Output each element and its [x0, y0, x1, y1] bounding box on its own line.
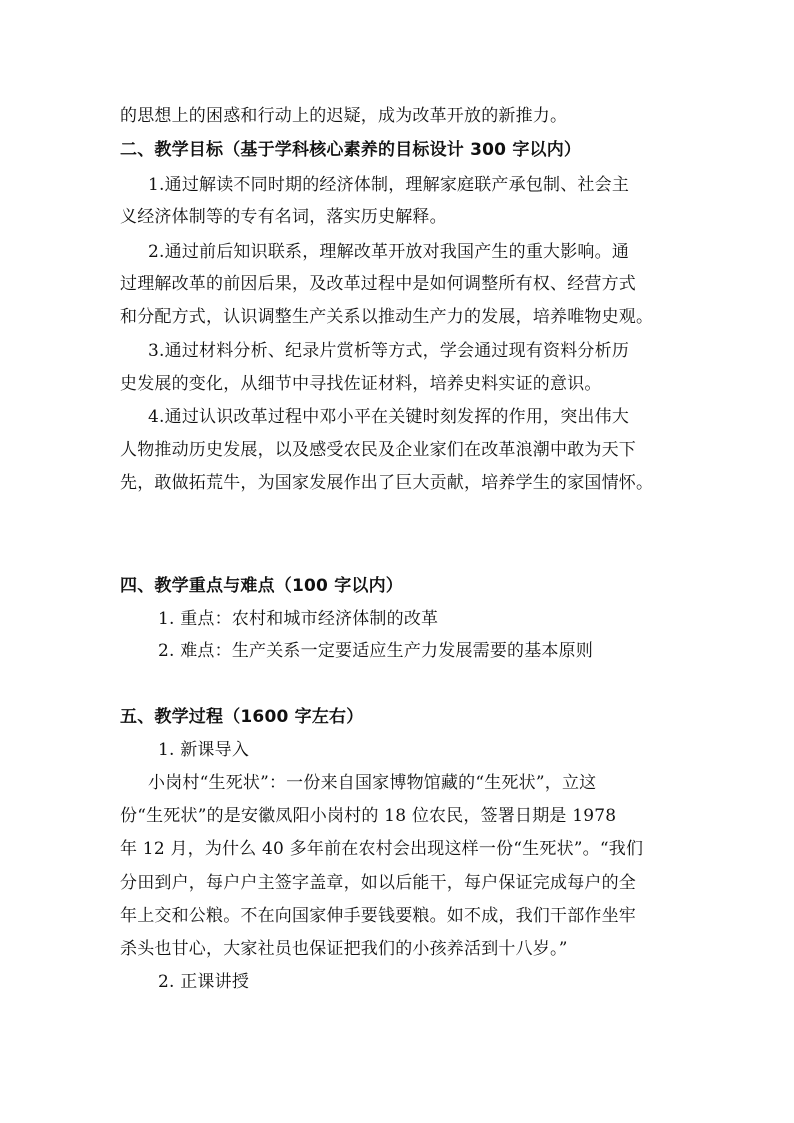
goal4-line3: 先，敢做拓荒牛，为国家发展作出了巨大贡献，培养学生的家国情怀。: [120, 473, 654, 493]
goal2-line1: 2.通过前后知识联系，理解改革开放对我国产生的重大影响。通: [148, 242, 630, 262]
goal2-line2: 过理解改革的前因后果，及改革过程中是如何调整所有权、经营方式: [120, 274, 636, 294]
section5-para-line5: 年上交和公粮。不在向国家伸手要钱要粮。如不成，我们干部作坐牢: [120, 906, 636, 926]
goal3-line2: 史发展的变化，从细节中寻找佐证材料，培养史料实证的意识。: [120, 374, 602, 394]
section5-step2: 2. 正课讲授: [158, 972, 250, 992]
section5-para-line6: 杀头也甘心，大家社员也保证把我们的小孩养活到十八岁。”: [120, 939, 568, 959]
goal1-line2: 义经济体制等的专有名词，落实历史解释。: [120, 207, 447, 227]
goal1-line1: 1.通过解读不同时期的经济体制，理解家庭联产承包制、社会主: [148, 175, 630, 195]
section2-heading: 二、教学目标（基于学科核心素养的目标设计 300 字以内）: [120, 140, 582, 160]
section5-para-line2: 份“生死状”的是安徽凤阳小岗村的 18 位农民，签署日期是 1978: [120, 806, 617, 826]
intro-tail-text: 的思想上的困惑和行动上的迟疑，成为改革开放的新推力。: [120, 106, 568, 126]
section5-para-line4: 分田到户，每户户主签字盖章，如以后能干，每户保证完成每户的全: [120, 873, 636, 893]
section4-item2: 2. 难点：生产关系一定要适应生产力发展需要的基本原则: [158, 641, 594, 661]
section5-para-line3: 年 12 月，为什么 40 多年前在农村会出现这样一份“生死状”。“我们: [120, 839, 644, 859]
goal3-line1: 3.通过材料分析、纪录片赏析等方式，学会通过现有资料分析历: [148, 341, 630, 361]
goal4-line2: 人物推动历史发展，以及感受农民及企业家们在改革浪潮中敢为天下: [120, 440, 636, 460]
goal4-line1: 4.通过认识改革过程中邓小平在关键时刻发挥的作用，突出伟大: [148, 407, 630, 427]
section5-step1: 1. 新课导入: [158, 740, 250, 760]
goal2-line3: 和分配方式，认识调整生产关系以推动生产力的发展，培养唯物史观。: [120, 307, 654, 327]
section4-heading: 四、教学重点与难点（100 字以内）: [120, 576, 404, 596]
section5-heading: 五、教学过程（1600 字左右）: [120, 707, 364, 727]
section4-item1: 1. 重点：农村和城市经济体制的改革: [158, 609, 439, 629]
section5-para-line1: 小岗村“生死状”：一份来自国家博物馆藏的“生死状”，立这: [148, 773, 597, 793]
